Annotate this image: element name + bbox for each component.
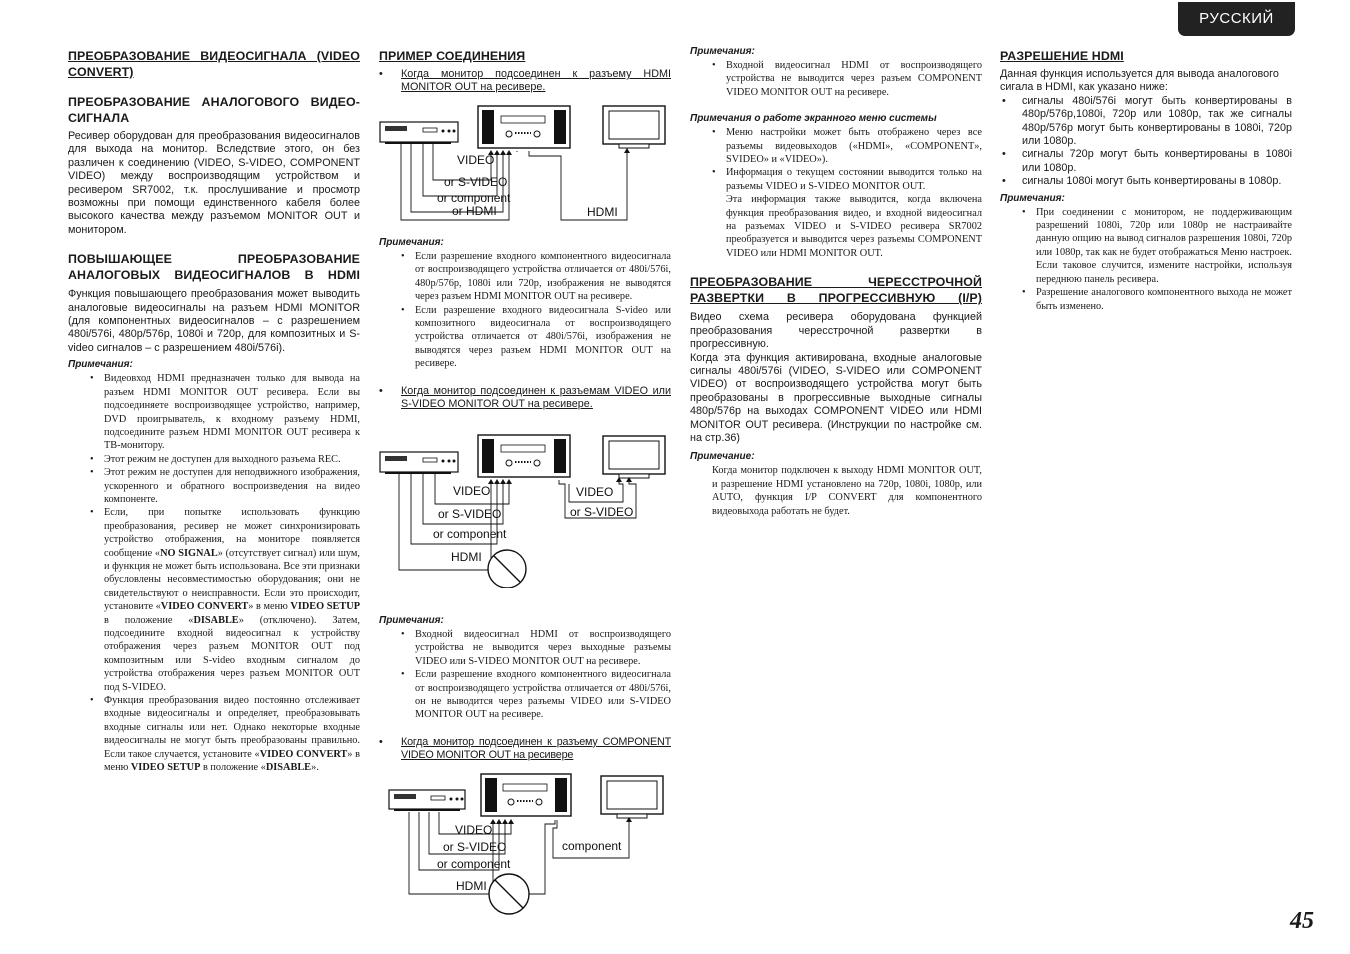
receiver-device: [481, 774, 571, 816]
tv-monitor: [603, 106, 665, 148]
note-item: • Входной видеосигнал HDMI от воспроизводящего устройства не выводится через разъем COMPONENT VIDEO MONITOR OUT на ресивере.: [690, 59, 982, 99]
connection-diagram-hdmi: [379, 100, 671, 228]
note-item: • Информация о текущем состоянии выводится только на разъемы VIDEO и S-VIDEO MONITOR OUT.: [690, 166, 982, 193]
upconvert-body: Функция повышающего преобразования может выводить аналоговые видеосигналы на разъем HDMI MONITOR (для компонентных видеосигналов – с разрешением 480i/576i, 480p/576p, 1080i и 720p, для композитных и S-video сигналов – с разрешением 480i/576i).: [68, 288, 360, 354]
ip-note-label: Примечание:: [690, 451, 755, 463]
tv-monitor: [601, 776, 663, 818]
hdmi-resolution-list: [1000, 95, 1292, 189]
diagram-label: VIDEO: [457, 153, 495, 167]
diagram-label: or S-VIDEO: [443, 840, 507, 854]
diagram-label: or S-VIDEO: [570, 505, 634, 519]
player-device: [380, 122, 458, 144]
diagram-label: HDMI: [451, 550, 482, 564]
column-1: [68, 48, 360, 774]
notes-label: Примечания:: [68, 359, 133, 371]
tv-monitor: [603, 436, 665, 478]
receiver-device: [478, 435, 570, 477]
notes-label: Примечания:: [379, 615, 444, 626]
case3-caption: • Когда монитор подсоединен к разъему COMPONENT VIDEO MONITOR OUT на ресивере: [379, 735, 671, 762]
hdmi-resolution-intro: Данная функция используется для вывода аналогового сигала в HDMI, как указано ниже:: [1000, 68, 1279, 94]
list-item: • сигналы 720p могут быть конвертированы в 1080i или 1080p.: [1000, 148, 1292, 175]
diagram-label: component: [562, 839, 622, 853]
note-item: • При соединении с монитором, не поддерживающим разрешений 1080i, 720p или 1080p не настраивайте данную опцию на вывод сигналов разрешения 1080i, 720p или 1080p, так как не будет отображаться Меню настроек. Если таковое случится, измените настройки, используя переднюю панель ресивера.: [1000, 206, 1292, 286]
analog-convert-body: Ресивер оборудован для преобразования видеосигналов для выхода на монитор. Вследствие этого, он без различен к соединению (VIDEO, S-VIDEO, COMPONENT VIDEO) между воспроизводящим устройством и ресивером SR7002, т.к. прослушивание и просмотр возможны при помощи единственного кабеля более высокого качества между разъемом MONITOR OUT и монитором.: [68, 130, 360, 236]
ip-convert-body1: Видео схема ресивера оборудована функцией преобразования чересстрочной развертки в прогрессивную.: [690, 311, 982, 351]
note-item: • Если разрешение входного компонентного видеосигнала от воспроизводящего устройства отличается от 480i/576i, он не выводится через разъемы VIDEO или S-VIDEO MONITOR OUT на ресивере.: [379, 668, 671, 722]
list-item: • сигналы 480i/576i могут быть конвертированы в 480p/576p,1080i, 720p или 1080p, так же сигналы 480p/576p могут быть конвертированы в 1080i, 720p или 1080p.: [1000, 95, 1292, 149]
notes-list: [690, 59, 982, 99]
notes-list: [1000, 206, 1292, 313]
note-item: • Меню настройки может быть отображено через все разъемы видеовыходов («HDMI», «COMPONENT», SVIDEO» и «VIDEO»).: [690, 126, 982, 166]
ip-convert-title: ПРЕОБРАЗОВАНИЕ ЧЕРЕССТРОЧНОЙ РАЗВЕРТКИ В ПРОГРЕССИВНУЮ (I/P): [690, 275, 982, 306]
diagram-label: HDMI: [456, 879, 487, 893]
diagram-label: or S-VIDEO: [438, 507, 502, 521]
diagram-label: VIDEO: [576, 485, 614, 499]
language-tab: РУССКИЙ: [1178, 2, 1295, 36]
note-item: • Если разрешение входного компонентного видеосигнала от воспроизводящего устройства отличается от 480i/576i, 480p/576p, 1080i или 720p, изображения не выводятся через разъем HDMI MONITOR OUT на ресивере.: [379, 250, 671, 304]
notes-list: [379, 250, 671, 371]
notes-list: [379, 628, 671, 722]
column-2-notes1: [379, 233, 671, 411]
diagram-label: VIDEO: [453, 484, 491, 498]
column-3: [690, 48, 982, 518]
connection-example-title: ПРИМЕР СОЕДИНЕНИЯ: [379, 49, 526, 63]
osd-notes-label: Примечания о работе экранного меню системы: [690, 113, 937, 125]
diagram-label: or component: [437, 191, 511, 205]
column-2: [379, 48, 671, 95]
ip-convert-body2: Когда эта функция активирована, входные аналоговые сигналы 480i/576i (VIDEO, S-VIDEO или COMPONENT VIDEO) от воспроизводящего устройства могут быть преобразованы в прогрессивные выходные сигналы 480p/576p на выходах COMPONENT VIDEO или HDMI MONITOR OUT ресивера. (Инструкции по настройке см. на стр.36): [690, 351, 982, 444]
column-4: [1000, 48, 1292, 313]
osd-notes-list: [690, 126, 982, 193]
case1-caption: • Когда монитор подсоединен к разъему HDMI MONITOR OUT на ресивере.: [379, 68, 671, 94]
notes-list: [68, 372, 360, 774]
connection-diagram-video: [379, 428, 671, 588]
receiver-device: [478, 106, 570, 148]
osd-note-extra: Эта информация также выводится, когда включена функция преобразования видео, и входной видеосигнал на разъемах VIDEO и S-VIDEO ресивера SR7002 преобразуется и выводится через разъемы COMPONENT VIDEO или HDMI MONITOR OUT.: [726, 194, 982, 259]
analog-convert-title: ПРЕОБРАЗОВАНИЕ АНАЛОГОВОГО ВИДЕО-СИГНАЛА: [68, 95, 360, 125]
note-item: • Этот режим не доступен для выходного разъема REC.: [68, 453, 360, 466]
notes-label: Примечания:: [1000, 192, 1065, 204]
note-item: • Видеовход HDMI предназначен только для вывода на разъем HDMI MONITOR OUT ресивера. Если вы подсоединяете воспроизводящее устройство, например, DVD проигрыватель, к входному разъему HDMI, подсоедините разъем HDMI MONITOR OUT ресивера к ТВ-монитору.: [68, 372, 360, 452]
diagram-label: or HDMI: [452, 204, 497, 218]
notes-label: Примечания:: [379, 237, 444, 248]
diagram-label: HDMI: [587, 205, 618, 219]
prohibited-icon: [488, 550, 526, 588]
video-convert-title: ПРЕОБРАЗОВАНИЕ ВИДЕОСИГНАЛА (VIDEO CONVERT): [68, 49, 360, 79]
diagram-label: or component: [437, 857, 511, 871]
diagram-label: or S-VIDEO: [444, 175, 508, 189]
case2-caption: • Когда монитор подсоединен к разъемам VIDEO или S-VIDEO MONITOR OUT на ресивере.: [379, 384, 671, 411]
diagram-label: or component: [433, 527, 507, 541]
prohibited-icon: [489, 874, 529, 914]
note-item: • Функция преобразования видео постоянно отслеживает входные видеосигналы и определяет, преобразовывать входные сигналы или нет. Однако некоторые входные видеосигналы не могут быть преобразованы правильно. Если такое случается, установите «VIDEO CONVERT» в меню VIDEO SETUP в положение «DISABLE».: [68, 694, 360, 774]
list-item: • сигналы 1080i могут быть конвертированы в 1080p.: [1000, 175, 1292, 188]
connection-diagram-component: [379, 768, 671, 928]
note-item: • Если, при попытке использовать функцию преобразования, ресивер не может синхронизировать устройство отображения, на мониторе появляется сообщение «NO SIGNAL» (отсутствует сигнал) или шум, и функция не может быть использована. Все эти признаки обусловлены несовместимостью оборудования; они не свидетельствуют о неисправности. Если это происходит, установите «VIDEO CONVERT» в меню VIDEO SETUP в положение «DISABLE» (отключено). Затем, подсоедините входной видеосигнал к устройству отображения через разъем MONITOR OUT под композитным или S-video входным сигналом до устройства отображения через разъем MONITOR OUT под S-VIDEO.: [68, 506, 360, 694]
hdmi-resolution-title: РАЗРЕШЕНИЕ HDMI: [1000, 49, 1124, 63]
note-item: • Этот режим не доступен для неподвижного изображения, ускоренного и обратного воспроизведения на видео компоненте.: [68, 466, 360, 506]
column-2-notes2: [379, 611, 671, 763]
player-device: [380, 452, 458, 474]
note-item: • Разрешение аналогового компонентного выхода не может быть изменено.: [1000, 286, 1292, 313]
upconvert-title: ПОВЫШАЮЩЕЕ ПРЕОБРАЗОВАНИЕ АНАЛОГОВЫХ ВИДЕОСИГНАЛОВ В HDMI: [68, 252, 360, 283]
notes-label: Примечания:: [690, 46, 755, 57]
diagram-label: VIDEO: [455, 823, 493, 837]
note-item: • Если разрешение входного видеосигнала S-video или композитного видеосигнала от воспроизводящего устройства отличается от 480i/576i, изображения не выводятся через разъем HDMI MONITOR OUT на ресивере.: [379, 304, 671, 371]
page-number: 45: [1290, 908, 1314, 934]
ip-note: Когда монитор подключен к выходу HDMI MONITOR OUT, и разрешение HDMI установлено на 720p, 1080i, 1080p, или AUTO, функция I/P CONVERT для компонентного видеовыхода работать не будет.: [712, 465, 982, 517]
note-item: • Входной видеосигнал HDMI от воспроизводящего устройства не выводится через выходные разъемы VIDEO или S-VIDEO MONITOR OUT на ресивере.: [379, 628, 671, 668]
player-device: [389, 790, 465, 811]
